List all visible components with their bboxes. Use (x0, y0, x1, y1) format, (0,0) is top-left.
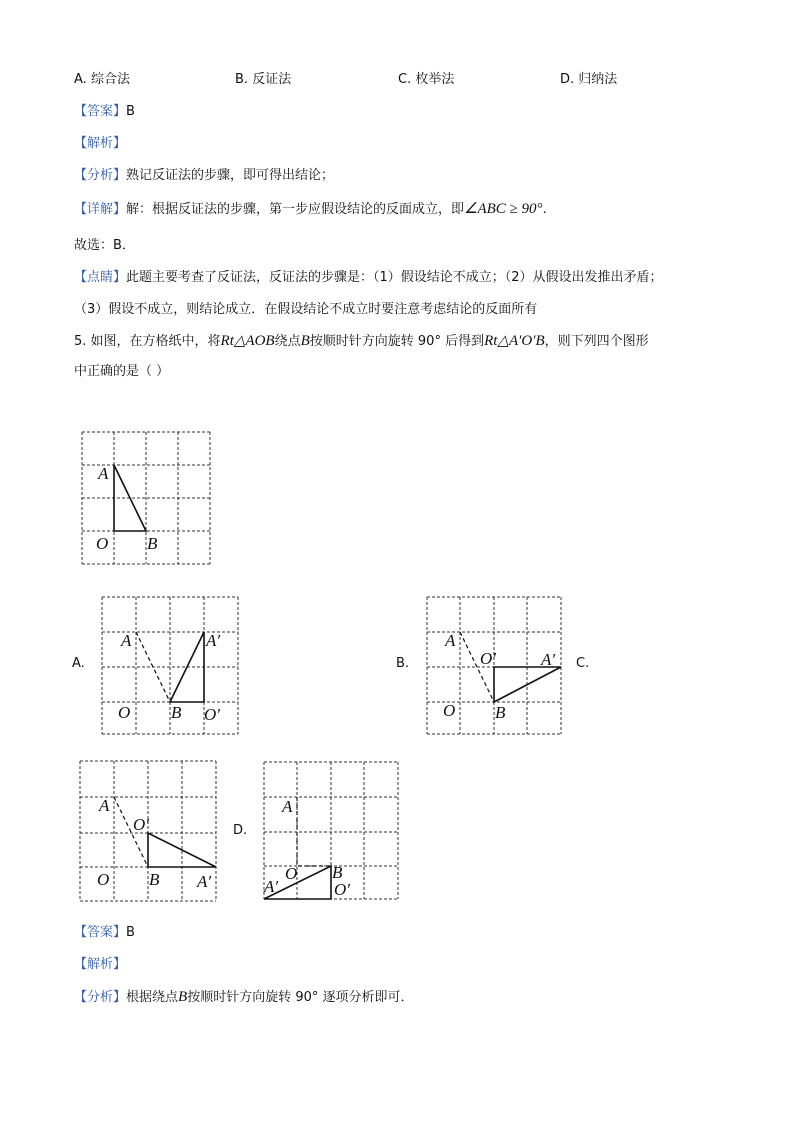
q5-option-b-label: B. (396, 656, 410, 671)
q5-stem-line2: 中正确的是（ ） (74, 364, 170, 379)
svg-text:O′: O′ (204, 705, 220, 724)
q4-choose: 故选：B． (74, 238, 135, 253)
q5-answer: 【答案】B (74, 925, 135, 940)
q5-fenxi: 【分析】根据绕点B按顺时针方向旋转 90° 逐项分析即可． (74, 989, 414, 1005)
svg-text:B: B (495, 703, 506, 722)
q4-analysis-heading: 【解析】 (74, 136, 127, 151)
q4-fenxi: 【分析】熟记反证法的步骤，即可得出结论； (74, 168, 335, 183)
option-d: D. 归纳法 (560, 72, 618, 87)
svg-text:O′: O′ (133, 815, 149, 834)
q5-stem-line1: 5. 如图，在方格纸中，将Rt△AOB绕点B按顺时针方向旋转 90° 后得到Rt△A′O′B，则下列四个图形 (74, 333, 649, 349)
figure-option-c (80, 761, 218, 903)
option-b: B. 反证法 (235, 72, 292, 87)
svg-text:A: A (282, 797, 293, 816)
q5-option-a-label: A. (72, 656, 85, 671)
svg-text:O: O (118, 703, 131, 722)
svg-text:B: B (171, 703, 182, 722)
figure-option-d (264, 762, 400, 902)
svg-text:O: O (443, 701, 456, 720)
svg-text:A: A (121, 631, 132, 650)
svg-text:A′: A′ (197, 872, 212, 891)
q4-comment-line1: 【点睛】此题主要考查了反证法，反证法的步骤是：（1）假设结论不成立；（2）从假设出发推出矛盾； (74, 270, 663, 285)
option-c: C. 枚举法 (398, 72, 455, 87)
figure-original (82, 432, 212, 566)
svg-text:O′: O′ (334, 880, 350, 899)
svg-text:A: A (445, 631, 456, 650)
svg-text:O′: O′ (480, 649, 496, 668)
figure-option-b (427, 597, 563, 735)
svg-text:A: A (99, 796, 110, 815)
svg-text:A: A (98, 464, 109, 483)
svg-text:B: B (149, 870, 160, 889)
svg-text:A′: A′ (206, 631, 221, 650)
svg-text:A′: A′ (541, 650, 556, 669)
svg-text:O: O (97, 870, 110, 889)
q5-option-d-label: D. (233, 823, 248, 838)
option-a: A. 综合法 (74, 72, 130, 87)
svg-text:B: B (147, 534, 158, 553)
q4-comment-line2: （3）假设不成立，则结论成立．在假设结论不成立时要注意考虑结论的反面所有 (74, 302, 538, 317)
svg-text:O: O (285, 864, 298, 883)
q4-answer: 【答案】B (74, 104, 135, 119)
svg-text:A′: A′ (264, 877, 279, 896)
q5-option-c-label: C. (576, 656, 590, 671)
figure-option-a (102, 597, 240, 735)
svg-text:B: B (332, 863, 343, 882)
q4-detail: 【详解】解：根据反证法的步骤，第一步应假设结论的反面成立，即∠ABC ≥ 90°. (74, 201, 547, 217)
svg-text:O: O (96, 534, 109, 553)
q5-analysis-heading: 【解析】 (74, 957, 127, 972)
